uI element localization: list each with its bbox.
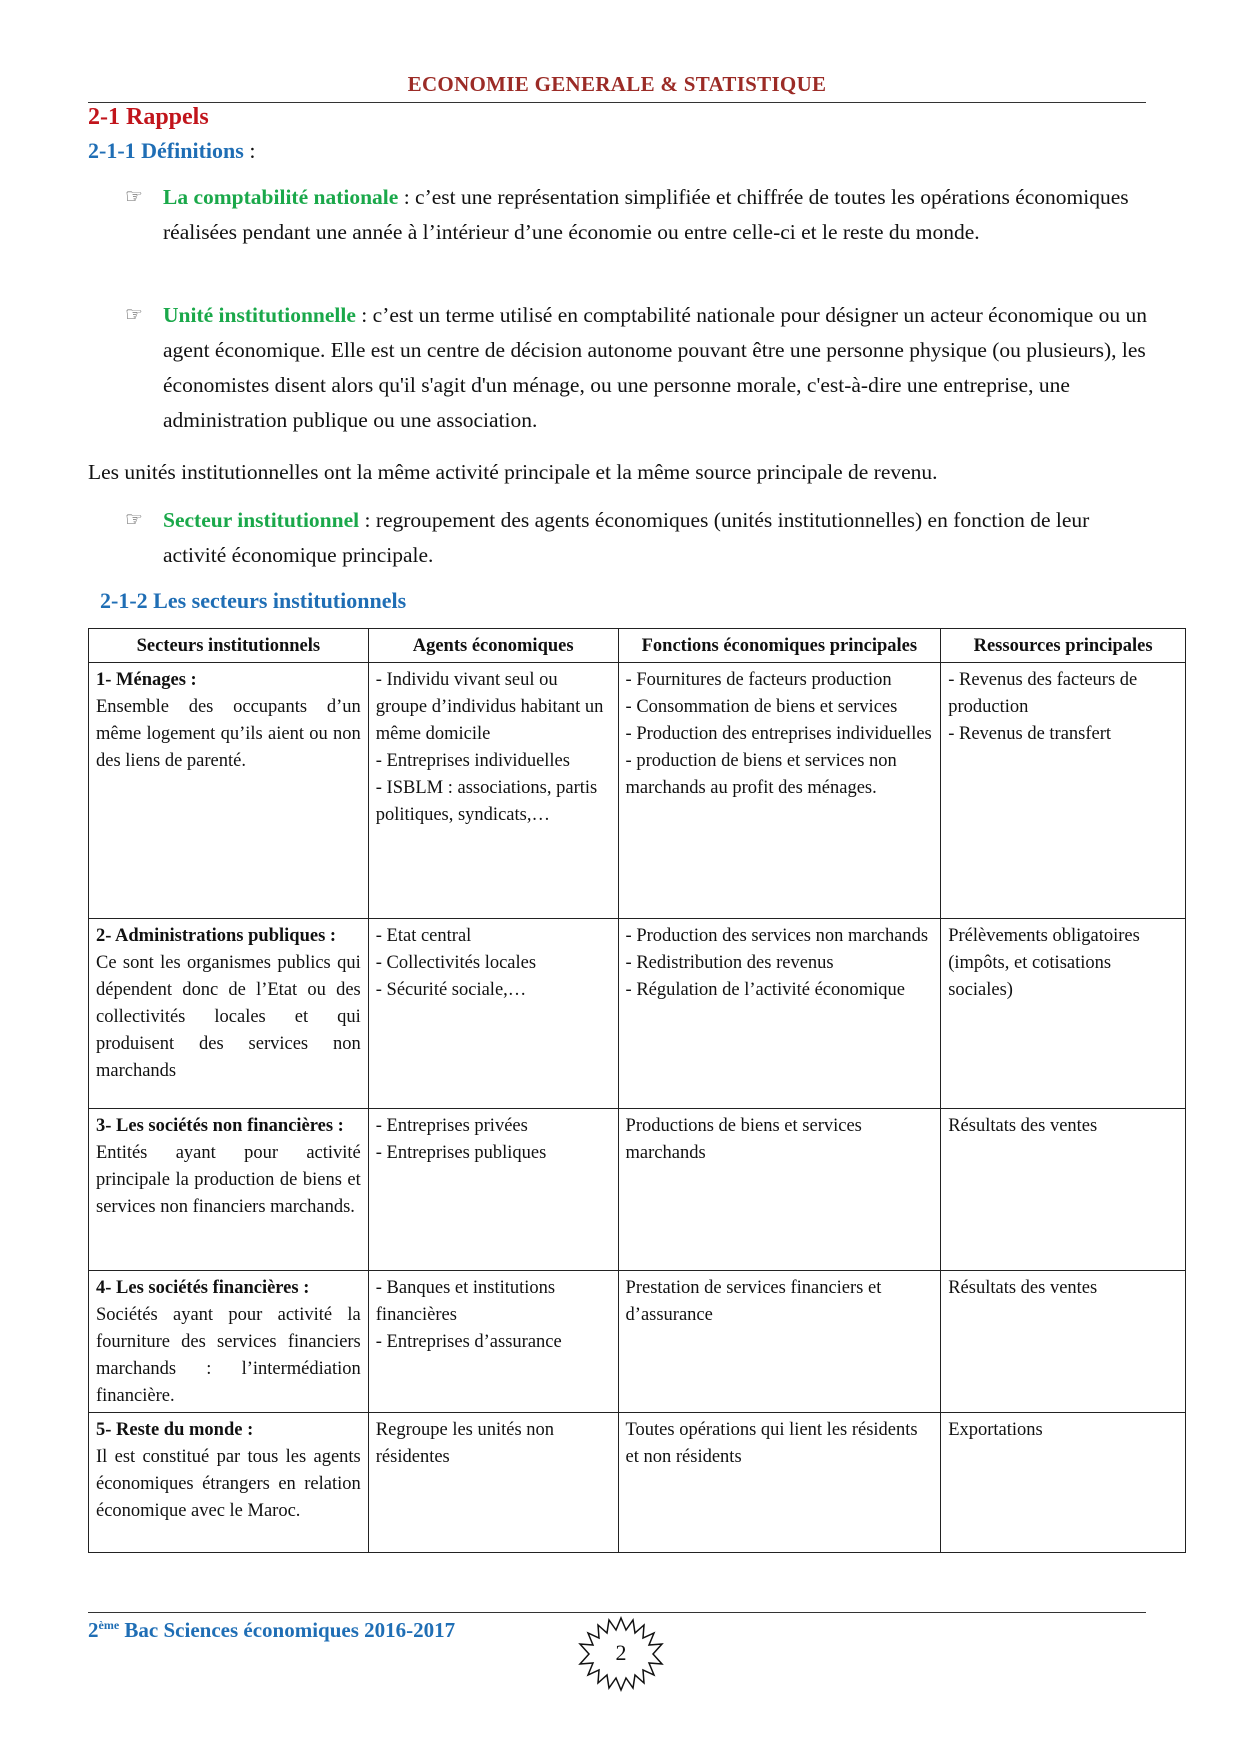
sector-name: 1- Ménages : (96, 670, 197, 690)
functions-cell (618, 1271, 941, 1413)
functions-cell (618, 1413, 941, 1553)
definition-term: Secteur institutionnel (163, 508, 360, 532)
function-item: - Régulation de l’activité économique (625, 980, 905, 1000)
agent-item: - Collectivités locales (375, 953, 537, 973)
agents-cell (368, 919, 618, 1109)
agent-item: - Banques et institutions financières (375, 1278, 556, 1325)
definitions-title: 2-1-1 Définitions : (88, 138, 256, 163)
footer-label: 2ème Bac Sciences économiques 2016-2017 (88, 1618, 456, 1642)
column-header: Secteurs institutionnels (89, 629, 369, 663)
agent-item: - Entreprises individuelles (375, 751, 570, 771)
definition-secteur-institutionnel (125, 503, 1153, 573)
function-item: - Consommation de biens et services (625, 697, 898, 717)
definition-text: : c’est une représentation simplifiée et chiffrée de toutes les opérations économiques réalisées pendant une année à l’intérieur d’une économie ou entre celle-ci et le reste du monde. (163, 185, 1129, 244)
pointing-hand-icon: ☞ (125, 186, 143, 208)
agent-item: - ISBLM : associations, partis politiques, syndicats,… (375, 778, 598, 825)
sectors-table (88, 628, 1186, 1553)
table-row (89, 1109, 1186, 1271)
sector-description: Ce sont les organismes publics qui dépendent donc de l’Etat ou des collectivités locales et qui produisent des services non marchands (96, 953, 361, 1081)
resource-item: Exportations (948, 1420, 1043, 1440)
agent-item: Regroupe les unités non résidentes (375, 1420, 555, 1467)
agent-item: - Entreprises privées (375, 1116, 528, 1136)
resource-item: Résultats des ventes (948, 1116, 1098, 1136)
function-item: Toutes opérations qui lient les résidents et non résidents (625, 1420, 918, 1467)
resources-cell (941, 919, 1186, 1109)
function-item: Prestation de services financiers et d’assurance (625, 1278, 882, 1325)
column-header: Fonctions économiques principales (618, 629, 941, 663)
sector-description: Il est constitué par tous les agents économiques étrangers en relation économique avec le Maroc. (96, 1447, 361, 1521)
resources-cell (941, 1271, 1186, 1413)
pointing-hand-icon: ☞ (125, 304, 143, 326)
functions-cell (618, 1109, 941, 1271)
header-divider (88, 102, 1146, 103)
resources-cell (941, 1413, 1186, 1553)
sector-name: 2- Administrations publiques : (96, 926, 337, 946)
function-item: - Production des services non marchands (625, 926, 929, 946)
sector-cell (89, 663, 369, 919)
functions-cell (618, 663, 941, 919)
agents-cell (368, 1271, 618, 1413)
definition-text: : regroupement des agents économiques (unités institutionnelles) en fonction de leur activité économique principale. (163, 508, 1090, 567)
agents-cell (368, 663, 618, 919)
sector-cell (89, 1413, 369, 1553)
definition-text: : c’est un terme utilisé en comptabilité nationale pour désigner un acteur économique ou un agent économique. Elle est un centre de décision autonome pouvant être une personne physique (ou plusieurs), les économistes disent alors qu'il s'agit d'un ménage, ou une personne morale, c'est-à-dire une entreprise, une administration publique ou une association. (163, 303, 1147, 432)
pointing-hand-icon: ☞ (125, 509, 143, 531)
function-item: - Fournitures de facteurs production (625, 670, 892, 690)
definition-unite-institutionnelle (125, 298, 1153, 438)
sector-description: Ensemble des occupants d’un même logement qu’ils aient ou non des liens de parenté. (96, 697, 361, 771)
table-header-row (89, 629, 1186, 663)
function-item: - production de biens et services non marchands au profit des ménages. (625, 751, 897, 798)
agent-item: - Entreprises publiques (375, 1143, 547, 1163)
sector-cell (89, 1109, 369, 1271)
sector-description: Entités ayant pour activité principale la production de biens et services non financiers marchands. (96, 1143, 361, 1217)
table-row (89, 1413, 1186, 1553)
footer-divider (88, 1612, 1146, 1613)
agent-item: - Entreprises d’assurance (375, 1332, 562, 1352)
column-header: Ressources principales (941, 629, 1186, 663)
page-number: 2 (615, 1640, 627, 1665)
sector-cell (89, 1271, 369, 1413)
resource-item: Résultats des ventes (948, 1278, 1098, 1298)
function-item: - Redistribution des revenus (625, 953, 834, 973)
section-title: 2-1 Rappels (88, 104, 209, 130)
table-row (89, 663, 1186, 919)
agents-cell (368, 1413, 618, 1553)
sector-name: 4- Les sociétés financières : (96, 1278, 310, 1298)
agent-item: - Individu vivant seul ou groupe d’individus habitant un même domicile (375, 670, 604, 744)
function-item: - Production des entreprises individuelles (625, 724, 932, 744)
definition-term: La comptabilité nationale (163, 185, 399, 209)
definition-term: Unité institutionnelle (163, 303, 356, 327)
functions-cell (618, 919, 941, 1109)
sector-name: 5- Reste du monde : (96, 1420, 254, 1440)
sectors-title: 2-1-2 Les secteurs institutionnels (100, 588, 407, 613)
resources-cell (941, 663, 1186, 919)
agent-item: - Etat central (375, 926, 472, 946)
definition-comptabilite-nationale (125, 180, 1153, 250)
agents-cell (368, 1109, 618, 1271)
resource-item: - Revenus des facteurs de production (948, 670, 1138, 717)
resource-item: Prélèvements obligatoires (impôts, et cotisations sociales) (948, 926, 1140, 1000)
table-row (89, 1271, 1186, 1413)
paragraph-unites: Les unités institutionnelles ont la même activité principale et la même source principale de revenu. (88, 460, 938, 484)
page-header: ECONOMIE GENERALE & STATISTIQUE (407, 72, 827, 96)
resource-item: - Revenus de transfert (948, 724, 1112, 744)
column-header: Agents économiques (368, 629, 618, 663)
sector-description: Sociétés ayant pour activité la fourniture des services financiers marchands : l’intermédiation financière. (96, 1305, 361, 1406)
function-item: Productions de biens et services marchands (625, 1116, 862, 1163)
table-row (89, 919, 1186, 1109)
page-number-badge (576, 1614, 666, 1694)
agent-item: - Sécurité sociale,… (375, 980, 527, 1000)
sector-cell (89, 919, 369, 1109)
sector-name: 3- Les sociétés non financières : (96, 1116, 344, 1136)
resources-cell (941, 1109, 1186, 1271)
